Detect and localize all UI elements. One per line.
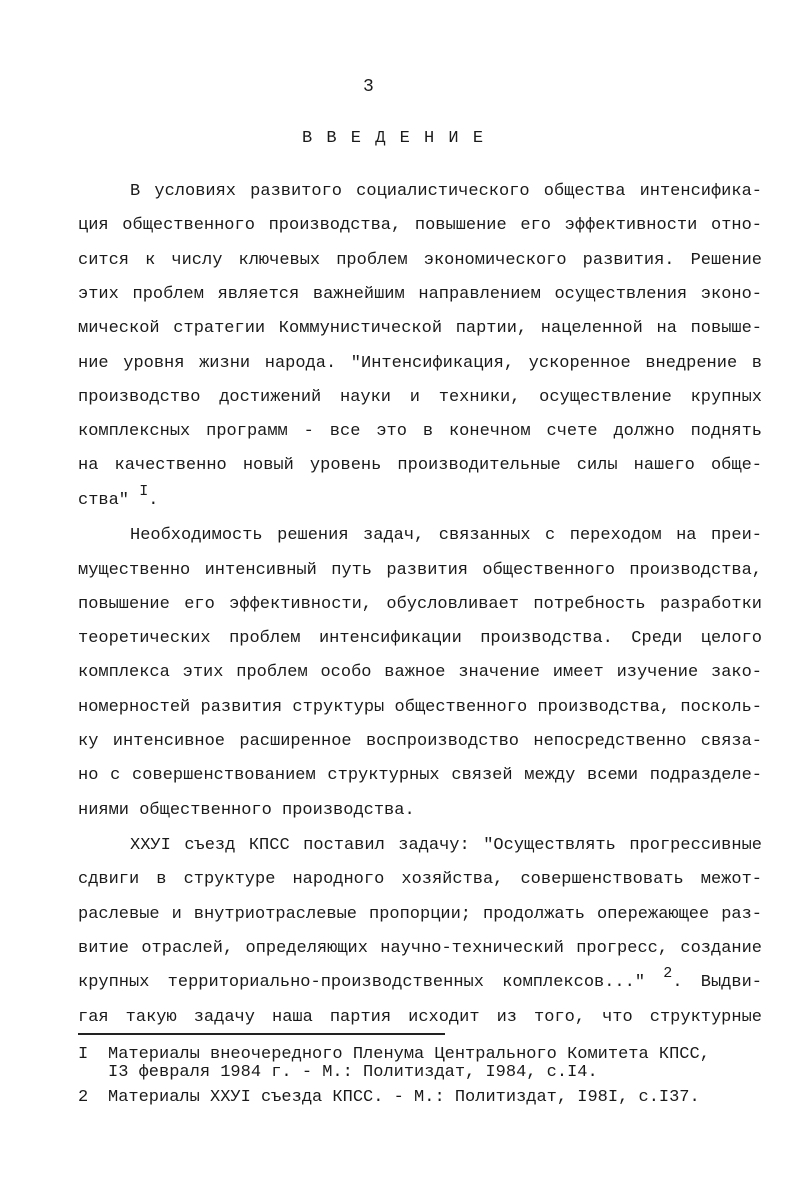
line-text: В условиях развитого социалистического общества интенсифика- [130,182,762,201]
text-line [78,870,762,890]
line-text: крупных территориально-производственных комплексов..." [78,973,664,992]
line-text: комплексных программ - все это в конечном счете должно поднять [78,422,762,441]
text-line [78,732,762,752]
line-text: ние уровня жизни народа. "Интенсификация, ускоренное внедрение в [78,354,762,373]
text-line [78,698,762,718]
text-line [78,561,762,581]
text-line [78,483,159,511]
line-text: на качественно новый уровень производительные силы нашего обще- [78,456,762,475]
text-line [78,388,762,408]
text-line [78,965,762,993]
footnote-reference: 2 [663,965,673,982]
text-line [78,251,762,271]
text-line [78,595,762,615]
line-text: ниями общественного производства. [78,801,415,820]
line-text: ку интенсивное расширенное воспроизводство непосредственно связа- [78,732,762,751]
footnote-text: Материалы ХХУI съезда КПСС. - М.: Политиздат, I98I, с.I37. [108,1088,700,1107]
line-text: номерностей развития структуры общественного производства, посколь- [78,698,762,717]
text-line [78,766,762,786]
text-line [78,422,762,442]
footnote-divider [78,1033,445,1035]
line-text: этих проблем является важнейшим направлением осуществления эконо- [78,285,762,304]
line-text: мической стратегии Коммунистической партии, нацеленной на повыше- [78,319,762,338]
footnote-reference: I [139,483,149,500]
line-text: ства" [78,491,140,510]
text-line [130,182,762,202]
footnote-text: Материалы внеочередного Пленума Центрального Комитета КПСС, [108,1045,710,1064]
line-text: . Выдви- [672,973,762,992]
footnote-marker: I [78,1045,89,1064]
section-title: В В Е Д Е Н И Е [302,129,486,148]
text-line [130,836,762,856]
text-line [78,456,762,476]
text-line [78,1008,762,1028]
text-line [130,526,762,546]
text-line [78,905,762,925]
text-line [78,801,415,821]
line-text: . [148,491,159,510]
line-text: теоретических проблем интенсификации производства. Среди целого [78,629,762,648]
line-text: комплекса этих проблем особо важное значение имеет изучение зако- [78,663,762,682]
line-text: производство достижений науки и техники, осуществление крупных [78,388,762,407]
text-line [78,939,762,959]
line-text: раслевые и внутриотраслевые пропорции; продолжать опережающее раз- [78,905,762,924]
line-text: но с совершенствованием структурных связей между всеми подразделе- [78,766,762,785]
line-text: гая такую задачу наша партия исходит из того, что структурные [78,1008,762,1027]
line-text: ХХУI съезд КПСС поставил задачу: "Осуществлять прогрессивные [130,836,762,855]
footnote-marker: 2 [78,1088,89,1107]
line-text: Необходимость решения задач, связанных с переходом на преи- [130,526,762,545]
text-line [78,285,762,305]
line-text: витие отраслей, определяющих научно-технический прогресс, создание [78,939,762,958]
text-line [78,629,762,649]
footnote-text: I3 февраля 1984 г. - М.: Политиздат, I984, с.I4. [108,1063,598,1082]
text-line [78,663,762,683]
line-text: сдвиги в структуре народного хозяйства, совершенствовать межот- [78,870,762,889]
text-line [78,354,762,374]
text-line [78,319,762,339]
page-number: 3 [363,77,374,97]
line-text: мущественно интенсивный путь развития общественного производства, [78,561,762,580]
line-text: сится к числу ключевых проблем экономического развития. Решение [78,251,762,270]
line-text: повышение его эффективности, обусловливает потребность разработки [78,595,762,614]
text-line [78,216,762,236]
line-text: ция общественного производства, повышение его эффективности отно- [78,216,762,235]
